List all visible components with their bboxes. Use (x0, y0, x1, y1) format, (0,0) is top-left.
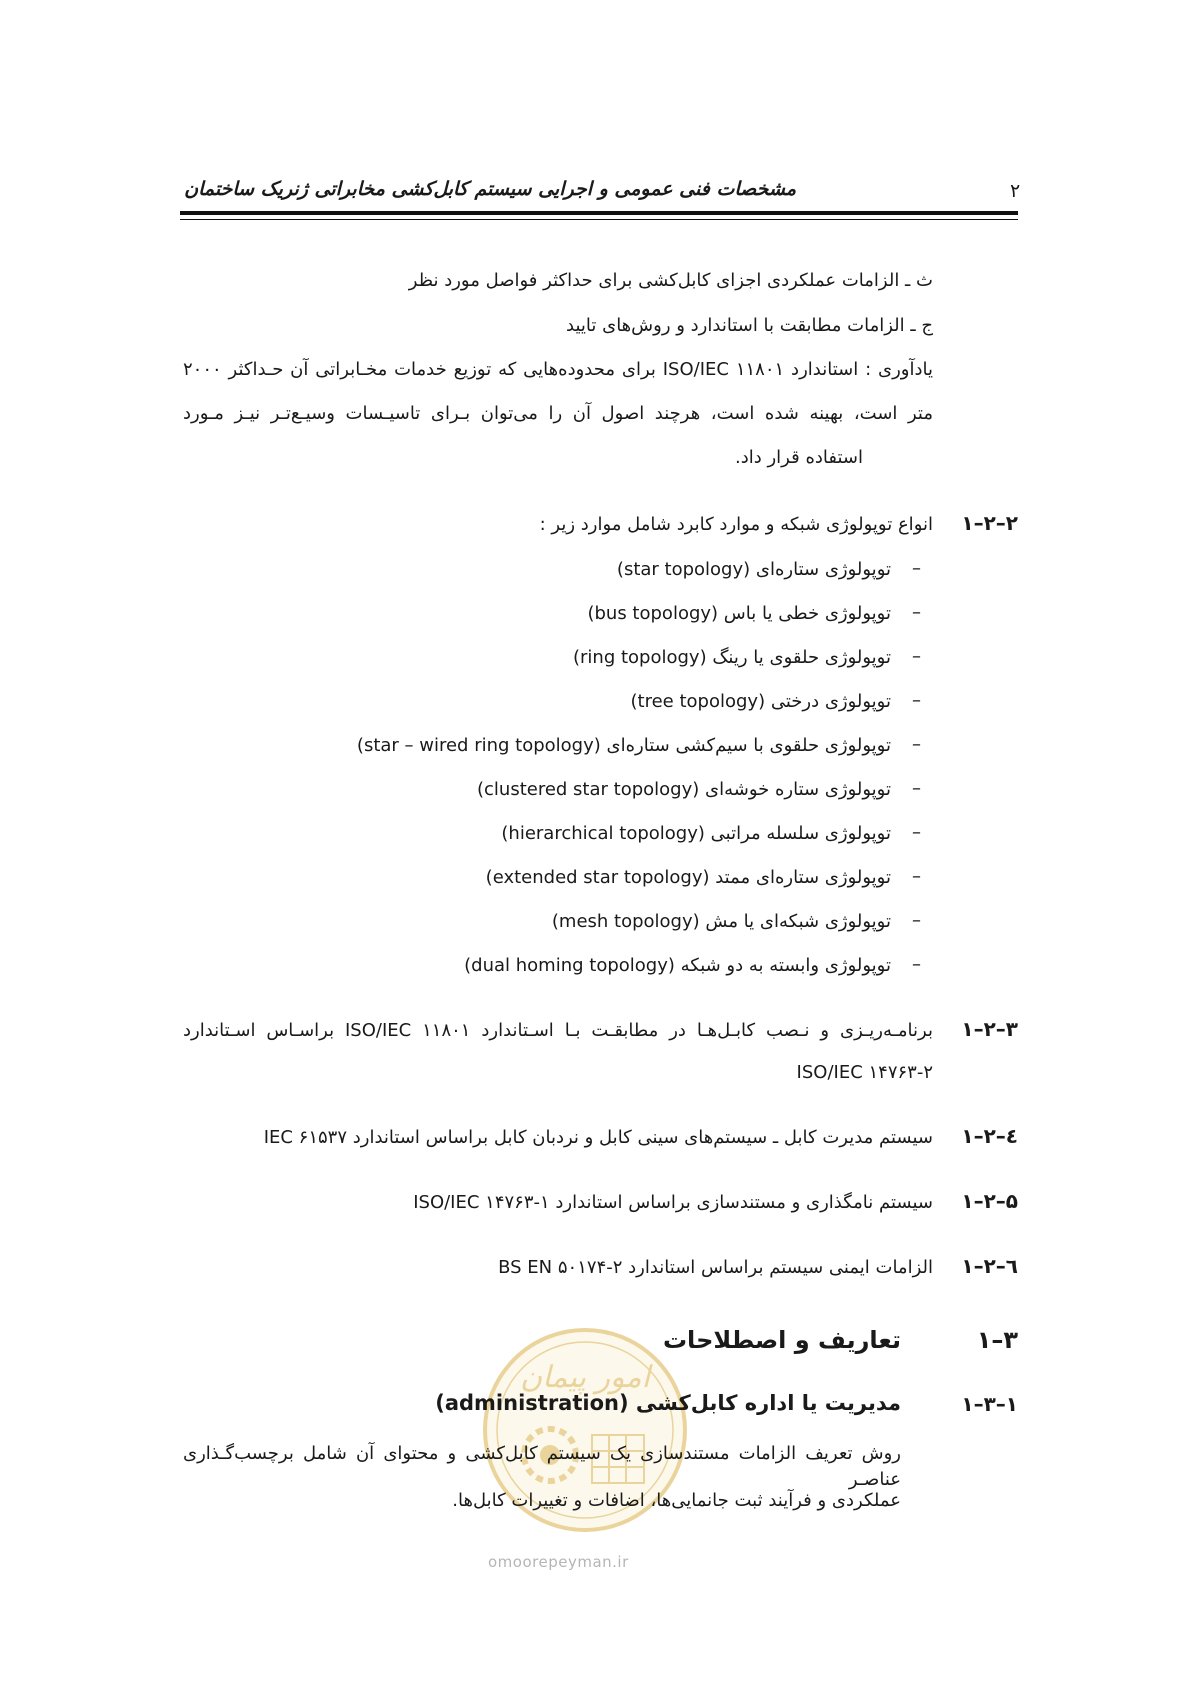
definition-line-2: عملکردی و فرآیند ثبت جانمایی‌ها، اضافات و تغییرات کابل‌ها. (452, 1490, 901, 1511)
watermark-url: omoorepeyman.ir (488, 1553, 629, 1571)
list-item: توپولوژی ستاره خوشه‌ای (clustered star topology) (476, 779, 891, 800)
list-item: توپولوژی ستاره‌ای (star topology) (616, 559, 891, 580)
section-number-1-3: ۱–۳ (976, 1326, 1018, 1354)
list-bullet: – (912, 558, 921, 579)
list-bullet: – (912, 822, 921, 843)
intro-item-th: ث ـ الزامات عملکردی اجزای کابل‌کشی برای حداکثر فواصل مورد نظر (408, 270, 933, 291)
note-line-3: استفاده قرار داد. (735, 447, 863, 468)
list-bullet: – (912, 646, 921, 667)
section-text-1-2-5: سیستم نامگذاری و مستندسازی براساس استاندارد ۱-۱۴۷۶۳ ISO/IEC (413, 1192, 933, 1213)
section-number-1-2-5: ۱–۲–۵ (961, 1189, 1018, 1213)
list-item: توپولوژی وابسته به دو شبکه (dual homing topology) (464, 955, 891, 976)
page-number: ۲ (1010, 180, 1021, 202)
note-line-2: متر است، بهینه شده است، هرچند اصول آن را می‌توان بـرای تاسیـسات وسیـع‌تـر نیـز مـورد (183, 403, 933, 424)
section-number-1-2-4: ۱–۲–٤ (961, 1124, 1018, 1148)
section-text-1-2-3-line-1: برنامـه‌ریـزی و نـصب کابـل‌هـا در مطابقـت بـا اسـتاندارد ۱۱۸۰۱ ISO/IEC براسـاس اسـتاندارد (183, 1020, 933, 1041)
section-text-1-2-3-line-2: ISO/IEC ۱۴۷۶۳-۲ (796, 1062, 933, 1083)
section-number-1-2-3: ۱–۲–۳ (961, 1017, 1018, 1041)
section-number-1-2-2: ۱–۲–۲ (961, 511, 1018, 535)
list-item: توپولوژی شبکه‌ای یا مش (mesh topology) (551, 911, 891, 932)
list-item: توپولوژی خطی یا باس (bus topology) (587, 603, 891, 624)
watermark-logo-text: امور پیمان (520, 1360, 650, 1395)
note-line-1: یادآوری : استاندارد ۱۱۸۰۱ ISO/IEC برای محدوده‌هایی که توزیع خدمات مخـابراتی آن حـداکثر ۲۰۰۰ (183, 359, 933, 380)
list-item: توپولوژی حلقوی یا رینگ (ring topology) (572, 647, 891, 668)
list-bullet: – (912, 866, 921, 887)
list-bullet: – (912, 910, 921, 931)
header-rule-thick (180, 211, 1018, 215)
list-item: توپولوژی درختی (tree topology) (630, 691, 891, 712)
list-item: توپولوژی حلقوی با سیم‌کشی ستاره‌ای (star – wired ring topology) (356, 735, 891, 756)
list-item: توپولوژی ستاره‌ای ممتد (extended star topology) (485, 867, 891, 888)
running-header-title: مشخصات فنی عمومی و اجرایی سیستم کابل‌کشی مخابراتی ژنریک ساختمان (184, 178, 796, 200)
header-rule-thin (180, 219, 1018, 220)
list-bullet: – (912, 690, 921, 711)
section-number-1-2-6: ۱–۲–٦ (961, 1254, 1018, 1278)
list-bullet: – (912, 778, 921, 799)
list-bullet: – (912, 954, 921, 975)
section-text-1-2-6: الزامات ایمنی سیستم براساس استاندارد ۲-۵۰۱۷۴ BS EN (498, 1257, 933, 1278)
list-bullet: – (912, 602, 921, 623)
section-title-1-3-1: مدیریت یا اداره کابل‌کشی (administration) (435, 1391, 901, 1415)
definition-line-1: روش تعریف الزامات مستندسازی یک سیستم کابل‌کشی و محتوای آن شامل برچسب‌گـذاری عناصـر (183, 1443, 901, 1490)
list-bullet: – (912, 734, 921, 755)
intro-item-j: ج ـ الزامات مطابقت با استاندارد و روش‌های تایید (566, 315, 933, 336)
section-text-1-2-2: انواع توپولوژی شبکه و موارد کابرد شامل موارد زیر : (539, 514, 933, 535)
section-number-1-3-1: ۱–۳–۱ (961, 1392, 1018, 1416)
list-item: توپولوژی سلسله مراتبی (hierarchical topology) (501, 823, 891, 844)
section-title-1-3: تعاریف و اصطلاحات (662, 1326, 901, 1354)
section-text-1-2-4: سیستم مدیرت کابل ـ سیستم‌های سینی کابل و نردبان کابل براساس استاندارد IEC ۶۱۵۳۷ (263, 1127, 933, 1148)
